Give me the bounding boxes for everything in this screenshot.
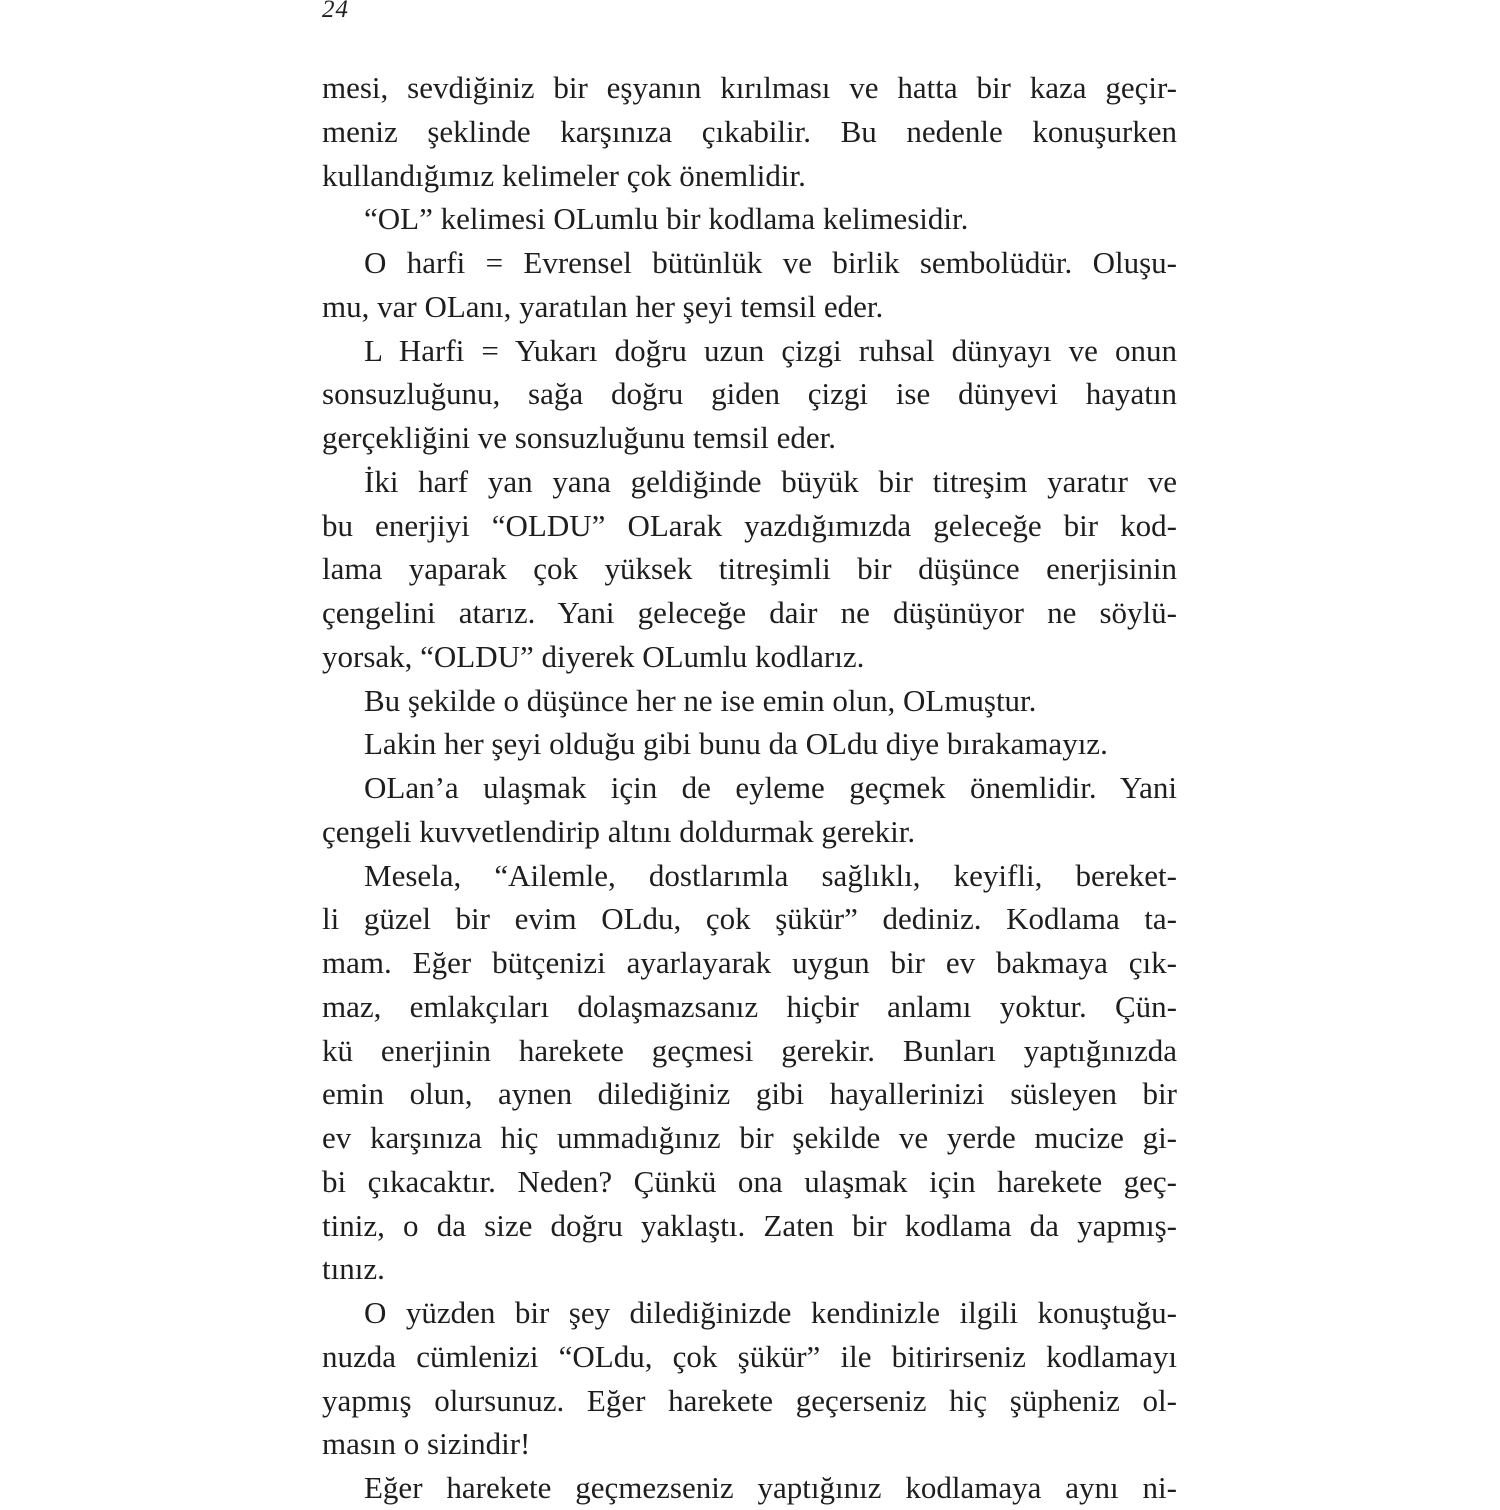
text-line: OLan’a ulaşmak için de eyleme geçmek önemlidir. Yani xyxy=(364,770,1177,805)
text-line: tiniz, o da size doğru yaklaştı. Zaten bir kodlama da yapmış- xyxy=(322,1207,1177,1243)
body-text xyxy=(322,66,1177,1510)
text-line: L Harfi = Yukarı doğru uzun çizgi ruhsal dünyayı ve onun xyxy=(364,332,1177,368)
text-line: ev karşınıza hiç ummadığınız bir şekilde ve yerde mucize gi- xyxy=(322,1120,1177,1155)
text-line: çengelini atarız. Yani geleceğe dair ne düşünüyor ne söylü- xyxy=(322,595,1177,630)
text-line: kü enerjinin harekete geçmesi gerekir. Bunları yaptığınızda xyxy=(322,1032,1177,1068)
text-line: Lakin her şeyi olduğu gibi bunu da OLdu diye bırakamayız. xyxy=(364,726,1108,762)
text-line: meniz şeklinde karşınıza çıkabilir. Bu nedenle konuşurken xyxy=(322,113,1177,149)
text-line: li güzel bir evim OLdu, çok şükür” dediniz. Kodlama ta- xyxy=(322,901,1177,937)
text-line: Bu şekilde o düşünce her ne ise emin olun, OLmuştur. xyxy=(364,682,1037,718)
text-line: Mesela, “Ailemle, dostlarımla sağlıklı, keyifli, bereket- xyxy=(364,857,1177,893)
text-line: O harfi = Evrensel bütünlük ve birlik sembolüdür. Oluşu- xyxy=(364,245,1177,280)
text-line: yapmış olursunuz. Eğer harekete geçerseniz hiç şüpheniz ol- xyxy=(322,1382,1177,1418)
text-line: mu, var OLanı, yaratılan her şeyi temsil eder. xyxy=(322,288,884,324)
text-line: çengeli kuvvetlendirip altını doldurmak gerekir. xyxy=(322,813,916,849)
text-line: yorsak, “OLDU” diyerek OLumlu kodlarız. xyxy=(322,638,865,674)
text-line: kullandığımız kelimeler çok önemlidir. xyxy=(322,157,806,193)
text-line: bi çıkacaktır. Neden? Çünkü ona ulaşmak için harekete geç- xyxy=(322,1163,1177,1199)
text-line: emin olun, aynen dilediğiniz gibi hayallerinizi süsleyen bir xyxy=(322,1076,1177,1112)
text-line: mesi, sevdiğiniz bir eşyanın kırılması ve hatta bir kaza geçir- xyxy=(322,70,1177,105)
text-line: İki harf yan yana geldiğinde büyük bir titreşim yaratır ve xyxy=(364,463,1177,499)
text-line: gerçekliğini ve sonsuzluğunu temsil eder. xyxy=(322,420,836,455)
text-line: lama yaparak çok yüksek titreşimli bir düşünce enerjisinin xyxy=(322,551,1177,587)
page-number: 24 xyxy=(322,0,349,23)
text-line: maz, emlakçıları dolaşmazsanız hiçbir anlamı yoktur. Çün- xyxy=(322,988,1177,1024)
text-line: nuzda cümlenizi “OLdu, çok şükür” ile bitirirseniz kodlamayı xyxy=(322,1338,1177,1374)
text-line: mam. Eğer bütçenizi ayarlayarak uygun bir ev bakmaya çık- xyxy=(322,945,1177,980)
text-line: masın o sizindir! xyxy=(322,1426,531,1462)
text-line: bu enerjiyi “OLDU” OLarak yazdığımızda geleceğe bir kod- xyxy=(322,507,1177,543)
text-line: O yüzden bir şey dilediğinizde kendinizle ilgili konuştuğu- xyxy=(364,1295,1177,1330)
text-line: Eğer harekete geçmezseniz yaptığınız kodlamaya aynı ni- xyxy=(364,1470,1177,1505)
text-line: “OL” kelimesi OLumlu bir kodlama kelimesidir. xyxy=(364,201,969,237)
text-line: tınız. xyxy=(322,1251,385,1287)
text-line: sonsuzluğunu, sağa doğru giden çizgi ise dünyevi hayatın xyxy=(322,376,1177,412)
